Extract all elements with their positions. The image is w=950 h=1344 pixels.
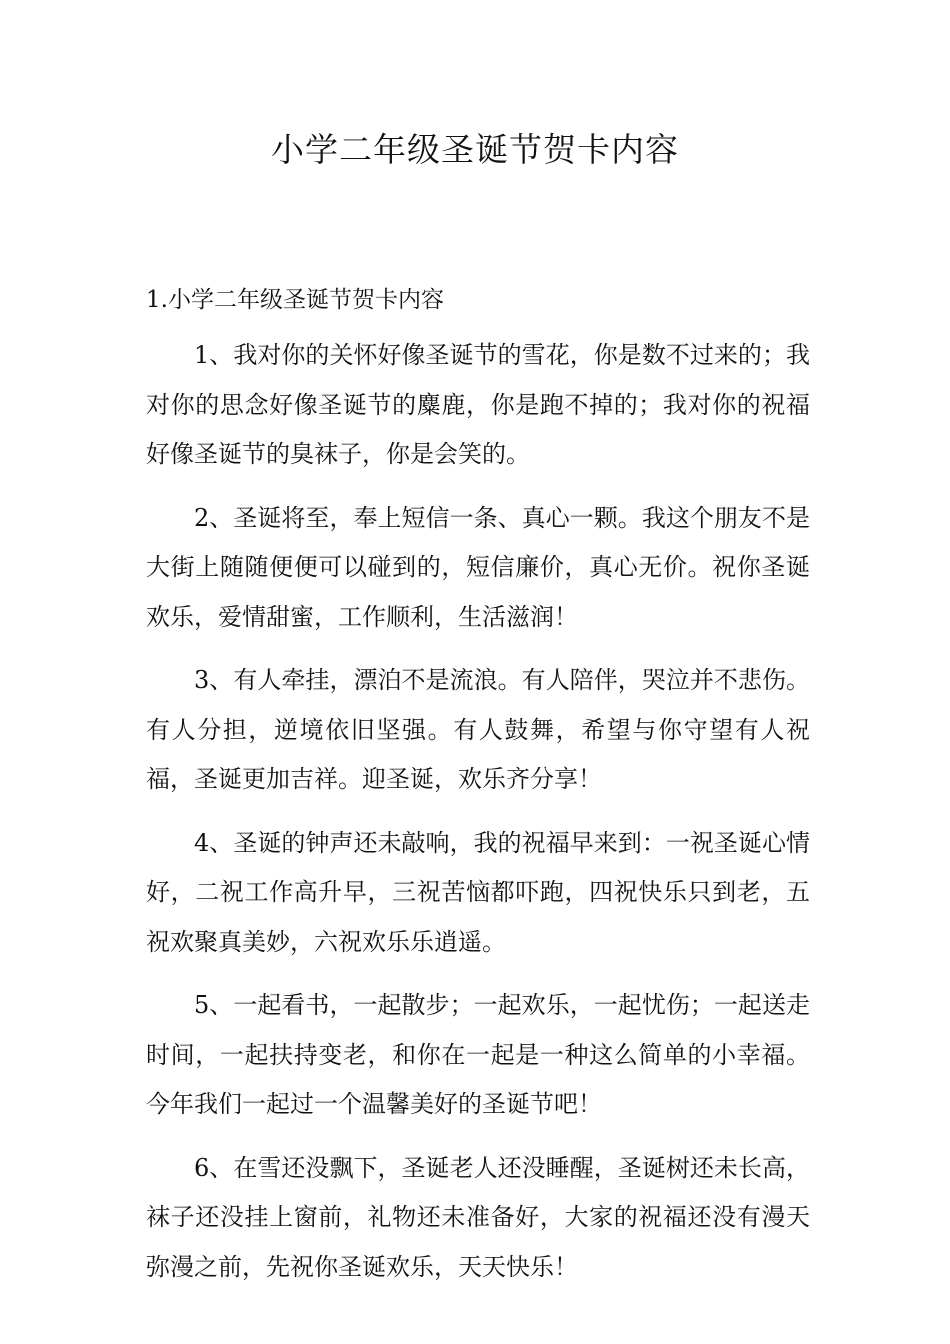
greeting-paragraph-1: 1、我对你的关怀好像圣诞节的雪花，你是数不过来的；我对你的思念好像圣诞节的麋鹿，你是跑不掉的；我对你的祝福好像圣诞节的臭袜子，你是会笑的。 bbox=[146, 341, 810, 468]
section-heading: 1.小学二年级圣诞节贺卡内容 bbox=[146, 287, 444, 313]
document-title: 小学二年级圣诞节贺卡内容 bbox=[271, 130, 679, 169]
greeting-paragraph-3: 3、有人牵挂，漂泊不是流浪。有人陪伴，哭泣并不悲伤。有人分担，逆境依旧坚强。有人鼓舞，希望与你守望有人祝福，圣诞更加吉祥。迎圣诞，欢乐齐分享！ bbox=[146, 666, 810, 793]
greeting-paragraph-6: 6、在雪还没飘下，圣诞老人还没睡醒，圣诞树还未长高，袜子还没挂上窗前，礼物还未准备好，大家的祝福还没有漫天弥漫之前，先祝你圣诞欢乐，天天快乐！ bbox=[146, 1153, 810, 1281]
greeting-paragraph-4: 4、圣诞的钟声还未敲响，我的祝福早来到：一祝圣诞心情好，二祝工作高升早，三祝苦恼都吓跑，四祝快乐只到老，五祝欢聚真美妙，六祝欢乐乐逍遥。 bbox=[146, 828, 810, 956]
greeting-paragraph-2: 2、圣诞将至，奉上短信一条、真心一颗。我这个朋友不是大街上随随便便可以碰到的，短信廉价，真心无价。祝你圣诞欢乐，爱情甜蜜，工作顺利，生活滋润！ bbox=[146, 503, 810, 631]
document-body bbox=[146, 283, 810, 1292]
greeting-paragraph-5: 5、一起看书，一起散步；一起欢乐，一起忧伤；一起送走时间，一起扶持变老，和你在一起是一种这么简单的小幸福。今年我们一起过一个温馨美好的圣诞节吧！ bbox=[146, 991, 810, 1118]
